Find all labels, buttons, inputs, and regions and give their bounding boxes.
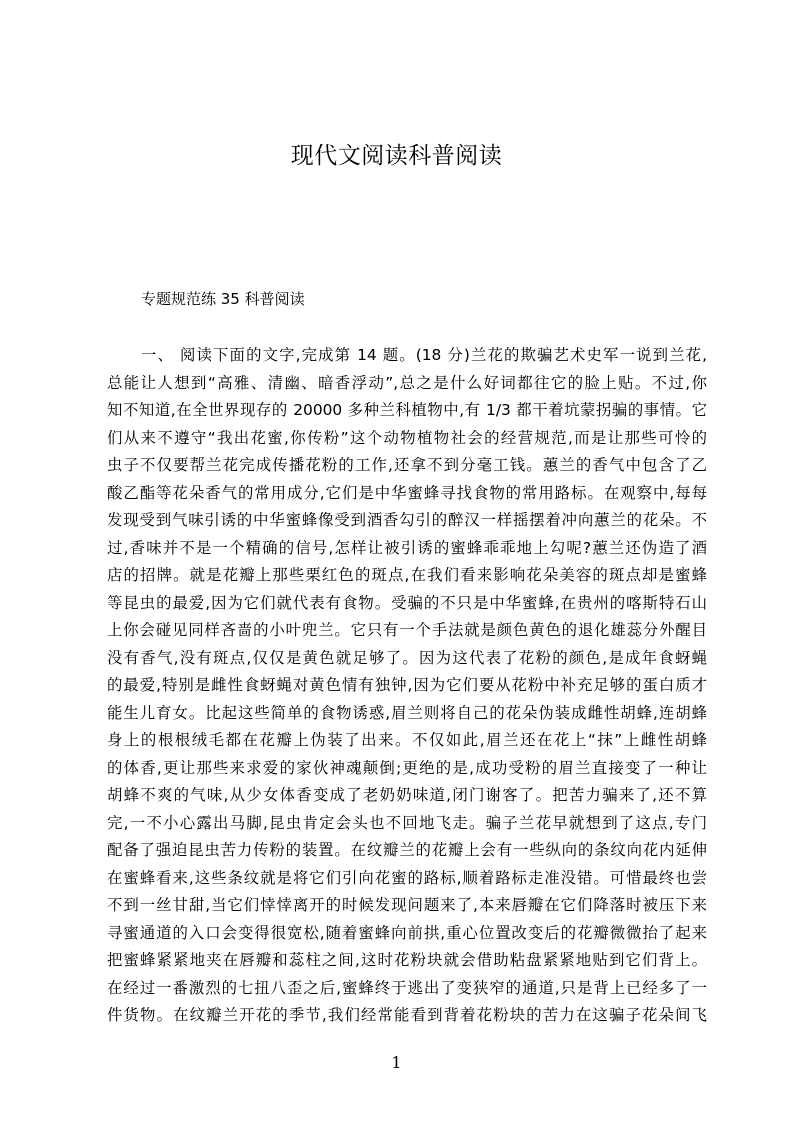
passage-line: 寻蜜通道的入口会变得很宽松,随着蜜蜂向前拱,重心位置改变后的花瓣微微抬了起来 xyxy=(107,923,707,942)
passage-line: 身上的根根绒毛都在花瓣上伪装了出来。不仅如此,眉兰还在花上“抹”上雌性胡蜂 xyxy=(107,731,707,749)
passage-line: 虫子不仅要帮兰花完成传播花粉的工作,还拿不到分毫工钱。蕙兰的香气中包含了乙 xyxy=(107,456,707,474)
passage-line: 不到一丝甘甜,当它们悻悻离开的时候发现问题来了,本来唇瓣在它们降落时被压下来 xyxy=(107,896,707,914)
passage-line: 把蜜蜂紧紧地夹在唇瓣和蕊柱之间,这时花粉块就会借助粘盘紧紧地贴到它们背上。 xyxy=(107,951,707,969)
passage-line: 胡蜂不爽的气味,从少女体香变成了老奶奶味道,闭门谢客了。把苦力骗来了,还不算 xyxy=(107,786,707,804)
passage-line: 在蜜蜂看来,这些条纹就是将它们引向花蜜的路标,顺着路标走准没错。可惜最终也尝 xyxy=(107,868,707,887)
passage-line: 发现受到气味引诱的中华蜜蜂像受到酒香勾引的醉汉一样摇摆着冲向蕙兰的花朵。不 xyxy=(107,511,707,529)
passage-line: 店的招牌。就是花瓣上那些栗红色的斑点,在我们看来影响花朵美容的斑点却是蜜蜂 xyxy=(107,566,707,584)
passage-line: 一、 阅读下面的文字,完成第 14 题。(18 分)兰花的欺骗艺术史军一说到兰花, xyxy=(141,346,707,364)
passage-line: 没有香气,没有斑点,仅仅是黄色就足够了。因为这代表了花粉的颜色,是成年食蚜蝇 xyxy=(107,648,707,667)
passage-line: 知不知道,在全世界现存的 20000 多种兰科植物中,有 1/3 都干着坑蒙拐骗的事情。它 xyxy=(107,401,707,419)
passage-line: 完,一不小心露出马脚,昆虫肯定会头也不回地飞走。骗子兰花早就想到了这点,专门 xyxy=(107,813,707,832)
passage-line: 过,香味并不是一个精确的信号,怎样让被引诱的蜜蜂乖乖地上勾呢?蕙兰还伪造了酒 xyxy=(107,538,707,557)
passage-line: 等昆虫的最爱,因为它们就代表有食物。受骗的不只是中华蜜蜂,在贵州的喀斯特石山 xyxy=(107,593,707,612)
passage-line: 能生儿育女。比起这些简单的食物诱惑,眉兰则将自己的花朵伪装成雌性胡蜂,连胡蜂 xyxy=(107,703,707,722)
passage-line: 酸乙酯等花朵香气的常用成分,它们是中华蜜蜂寻找食物的常用路标。在观察中,每每 xyxy=(107,483,707,502)
passage-line: 配备了强迫昆虫苦力传粉的装置。在纹瓣兰的花瓣上会有一些纵向的条纹向花内延伸 xyxy=(107,841,707,859)
page-number: 1 xyxy=(391,1053,402,1072)
passage-line: 们从来不遵守“我出花蜜,你传粉”这个动物植物社会的经营规范,而是让那些可怜的 xyxy=(107,428,707,447)
page-title: 现代文阅读科普阅读 xyxy=(290,143,503,169)
passage-line: 在经过一番激烈的七扭八歪之后,蜜蜂终于逃出了变狭窄的通道,只是背上已经多了一 xyxy=(107,978,707,997)
passage-line: 总能让人想到“高雅、清幽、暗香浮动”,总之是什么好词都往它的脸上贴。不过,你 xyxy=(107,373,707,392)
passage-line: 上你会碰见同样吝啬的小叶兜兰。它只有一个手法就是颜色黄色的退化雄蕊分外醒目 xyxy=(107,621,707,639)
passage-line: 的最爱,特别是雌性食蚜蝇对黄色情有独钟,因为它们要从花粉中补充足够的蛋白质才 xyxy=(107,676,707,694)
passage-line: 件货物。在纹瓣兰开花的季节,我们经常能看到背着花粉块的苦力在这骗子花朵间飞 xyxy=(107,1006,707,1024)
passage-line: 的体香,更让那些来求爱的家伙神魂颠倒;更绝的是,成功受粉的眉兰直接变了一种让 xyxy=(107,758,707,777)
section-subtitle: 专题规范练 35 科普阅读 xyxy=(141,290,305,308)
reading-passage xyxy=(107,342,707,1030)
